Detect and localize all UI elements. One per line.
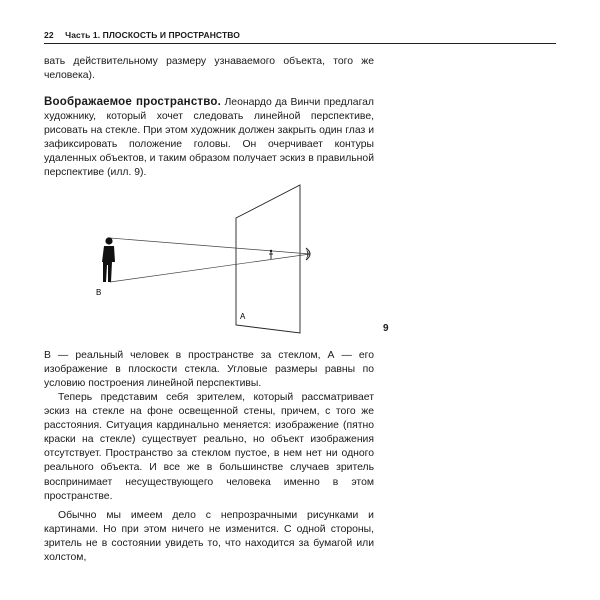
paragraph-3: Обычно мы имеем дело с непрозрачными рисунками и картинами. Но при этом ничего не изменится. С одной стороны, зритель не в состоянии увидеть то, что находится за бумагой или холстом,	[44, 509, 374, 564]
chapter-title: Часть 1. ПЛОСКОСТЬ И ПРОСТРАНСТВО	[65, 30, 240, 40]
running-header	[44, 30, 556, 44]
figure-caption	[44, 349, 374, 391]
figure-number: 9	[383, 323, 389, 334]
section-imaginary-space	[44, 95, 374, 181]
label-b: В	[96, 288, 102, 297]
sight-line-bottom	[110, 254, 310, 282]
label-a: А	[240, 312, 246, 321]
glass-plane	[236, 185, 300, 333]
body-text	[44, 391, 374, 565]
paragraph-continuation	[44, 55, 374, 83]
paragraph-1: вать действительному размеру узнаваемого объекта, того же человека).	[44, 56, 374, 82]
section-body: Леонардо да Винчи предлагал художнику, который хочет следовать линейной перспективе, рисовать на стекле. При этом художник должен закрыть один глаз и зафиксировать положение головы. Он очерчивает контуры удаленных объектов, и таким образом получает эскиз в правильной перспективе (илл. 9).	[44, 97, 374, 179]
caption-text: В — реальный человек в пространстве за стеклом, А — его изображение в плоскости стекла. Угловые размеры равны по условию построения линейной перспективы.	[44, 350, 374, 390]
person-silhouette	[102, 237, 115, 282]
perspective-illustration	[80, 175, 330, 335]
page-number: 22	[44, 30, 54, 40]
section-heading: Воображаемое пространство.	[44, 96, 221, 108]
paragraph-2: Теперь представим себя зрителем, который рассматривает эскиз на стекле на фоне освещенной стены, причем, с того же расстояния. Ситуация кардинально меняется: изображение (пятно краски на стекле) существует реально, но объект изображения отсутствует. Пространство за стеклом пустое, в нем нет ни одного реального объекта. И все же в большинстве случаев зритель воспринимает несуществующего человека именно в этом пространстве.	[44, 392, 374, 502]
sight-line-top	[110, 238, 310, 254]
